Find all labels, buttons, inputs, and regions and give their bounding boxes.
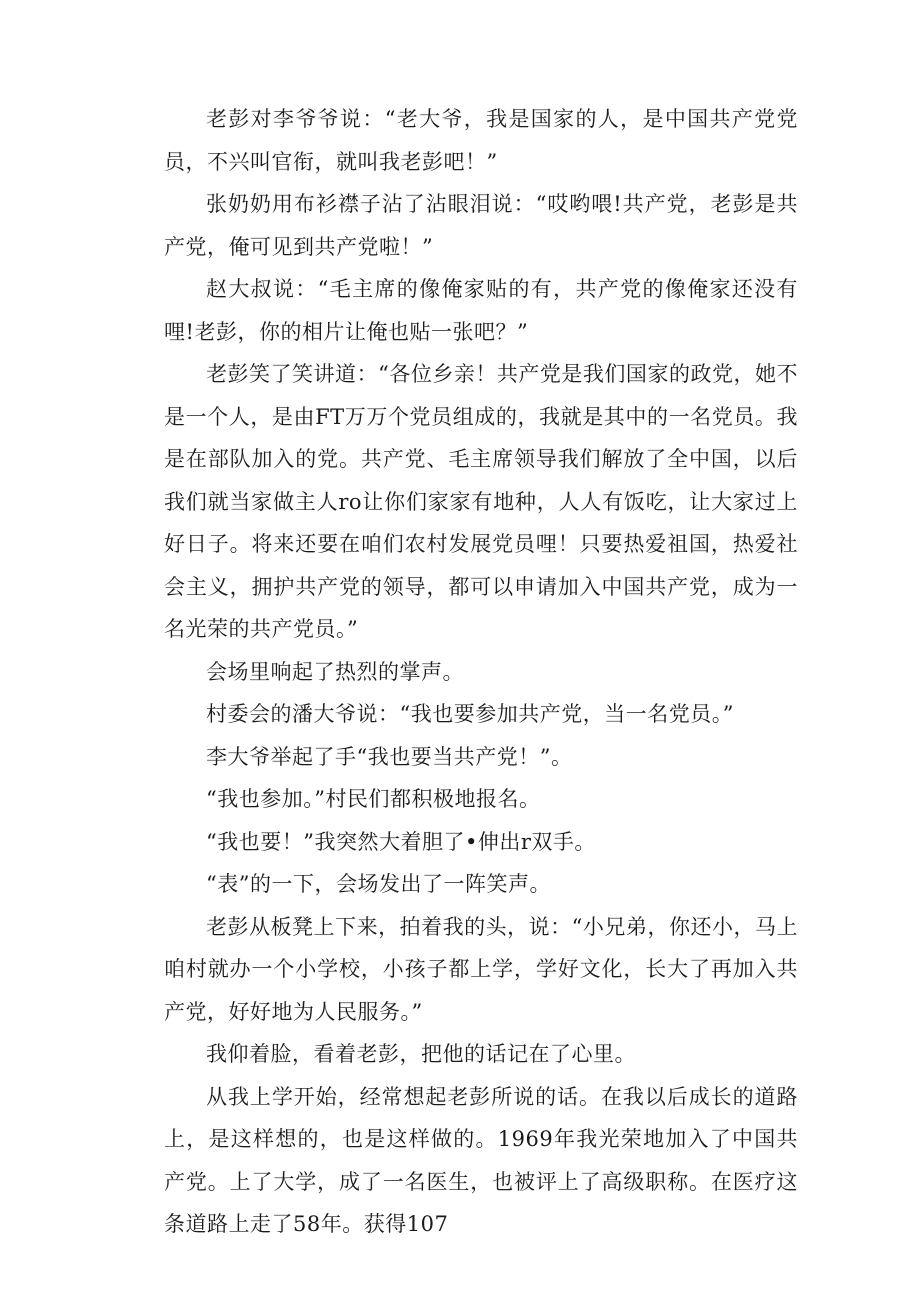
paragraph: “我也参加。”村民们都积极地报名。 — [206, 787, 541, 811]
paragraph: 从我上学开始，经常想起老彭所说的话。在我以后成长的道路上，是这样想的，也是这样做的。1969年我光荣地加入了中国共产党。上了大学，成了一名医生，也被评上了高级职称。在医疗这条道路上走了58年。获得107 — [164, 1084, 798, 1236]
paragraph: 老彭笑了笑讲道：“各位乡亲！共产党是我们国家的政党，她不是一个人，是由FT万万个党员组成的，我就是其中的一名党员。我是在部队加入的党。共产党、毛主席领导我们解放了全中国，以后我们就当家做主人ro让你们家家有地种，人人有饭吃，让大家过上好日子。将来还要在咱们农村发展党员哩！只要热爱祖国，热爱社会主义，拥护共产党的领导，都可以申请加入中国共产党，成为一名光荣的共产党员。” — [164, 362, 798, 641]
paragraph: 会场里响起了热烈的掌声。 — [206, 659, 464, 684]
paragraph: “我也要！”我突然大着胆了•伸出r双手。 — [206, 829, 596, 854]
paragraph: 赵大叔说：“毛主席的像俺家贴的有，共产党的像俺家还没有哩!老彭，你的相片让俺也贴一张吧？” — [164, 277, 798, 344]
paragraph: 我仰着脸，看着老彭，把他的话记在了心里。 — [206, 1042, 636, 1066]
paragraph: 村委会的潘大爷说：“我也要参加共产党，当一名党员。” — [206, 702, 734, 726]
paragraph: 老彭从板凳上下来，拍着我的头，说：“小兄弟，你还小，马上咱村就办一个小学校，小孩子都上学，学好文化，长大了再加入共产党，好好地为人民服务。” — [164, 914, 798, 1024]
paragraph: 李大爷举起了手“我也要当共产党！”。 — [206, 744, 573, 769]
paragraph: 老彭对李爷爷说：“老大爷，我是国家的人，是中国共产党党员，不兴叫官衔，就叫我老彭吧！” — [164, 107, 798, 174]
paragraph: “表”的一下，会场发出了一阵笑声。 — [206, 872, 551, 896]
paragraph: 张奶奶用布衫襟子沾了沾眼泪说：“哎哟喂!共产党，老彭是共产党，俺可见到共产党啦！” — [164, 192, 798, 259]
